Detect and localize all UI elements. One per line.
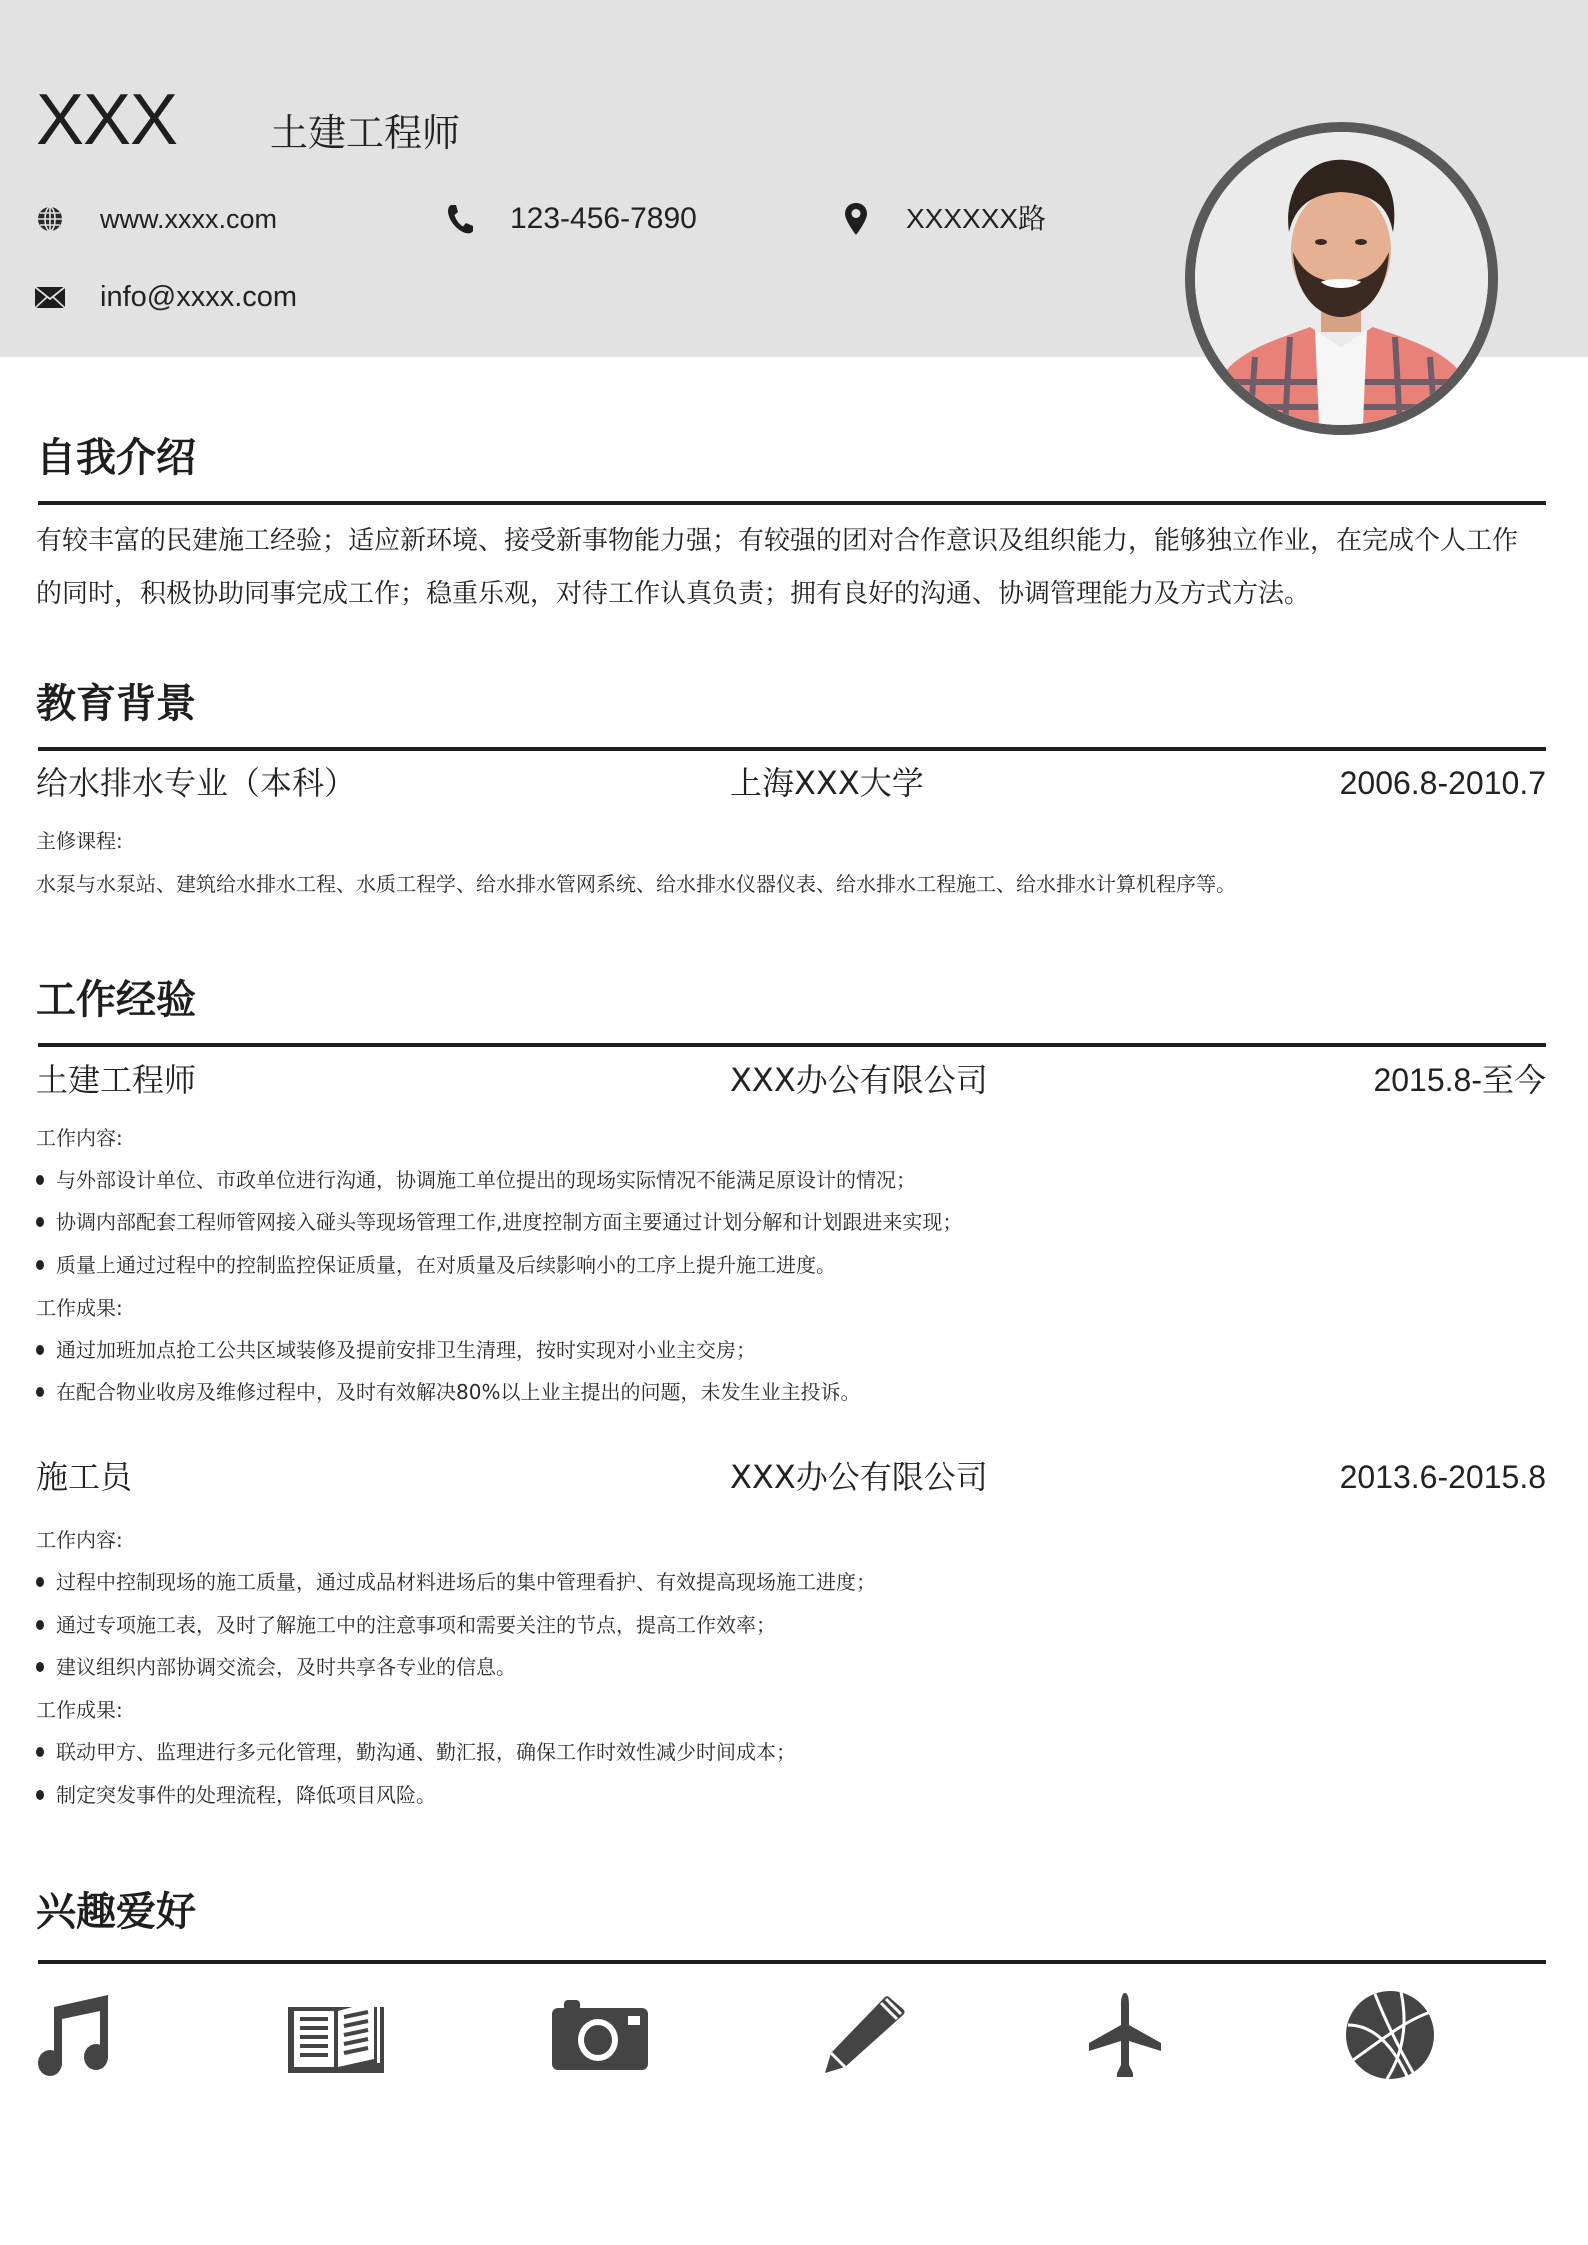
email-text[interactable]: info@xxxx.com bbox=[100, 281, 298, 313]
envelope-icon bbox=[34, 281, 66, 313]
globe-icon bbox=[34, 203, 66, 235]
section-divider bbox=[38, 1960, 1546, 1964]
job-position: 施工员 bbox=[36, 1458, 133, 1496]
bullet-icon bbox=[36, 1662, 44, 1672]
education-school: 上海XXX大学 bbox=[730, 764, 924, 802]
job-content-item: 质量上通过过程中的控制监控保证质量，在对质量及后续影响小的工序上提升施工进度。 bbox=[36, 1251, 836, 1279]
camera-icon bbox=[552, 2000, 648, 2070]
job-result-item: 联动甲方、监理进行多元化管理，勤沟通、勤汇报，确保工作时效性减少时间成本； bbox=[36, 1738, 796, 1766]
job-content-item: 协调内部配套工程师管网接入碰头等现场管理工作,进度控制方面主要通过计划分解和计划跟进来实现； bbox=[36, 1208, 962, 1236]
bullet-icon bbox=[36, 1260, 44, 1270]
hobby-basketball bbox=[1340, 1990, 1440, 2080]
candidate-name: XXX bbox=[36, 80, 178, 160]
bullet-icon bbox=[36, 1387, 44, 1397]
job-result-item: 通过加班加点抢工公共区域装修及提前安排卫生清理，按时实现对小业主交房； bbox=[36, 1336, 756, 1364]
education-major: 给水排水专业（本科） bbox=[36, 764, 357, 802]
intro-paragraph bbox=[36, 515, 1556, 621]
phone-icon bbox=[444, 203, 476, 235]
bullet-icon bbox=[36, 1747, 44, 1757]
courses-label: 主修课程: bbox=[36, 829, 123, 853]
job-content-item: 通过专项施工表，及时了解施工中的注意事项和需要关注的节点，提高工作效率； bbox=[36, 1611, 776, 1639]
section-title-education: 教育背景 bbox=[36, 681, 196, 727]
section-divider bbox=[38, 747, 1546, 751]
open-book-icon bbox=[288, 1997, 384, 2073]
intro-line: 有较丰富的民建施工经验；适应新环境、接受新事物能力强；有较强的团对合作意识及组织能力，能够独立作业，在完成个人工作 bbox=[36, 526, 1519, 556]
job-result-item: 在配合物业收房及维修过程中，及时有效解决80%以上业主提出的问题，未发生业主投诉。 bbox=[36, 1378, 860, 1406]
job-period: 2015.8-至今 bbox=[1373, 1062, 1546, 1098]
hobby-photography bbox=[550, 1990, 650, 2080]
bullet-icon bbox=[36, 1175, 44, 1185]
job-period: 2013.6-2015.8 bbox=[1339, 1459, 1546, 1495]
courses-list: 水泵与水泵站、建筑给水排水工程、水质工程学、给水排水管网系统、给水排水仪器仪表、给水排水工程施工、给水排水计算机程序等。 bbox=[36, 872, 1236, 896]
section-title-intro: 自我介绍 bbox=[36, 435, 196, 481]
basketball-icon bbox=[1345, 1990, 1435, 2080]
bullet-icon bbox=[36, 1577, 44, 1587]
section-title-hobbies: 兴趣爱好 bbox=[36, 1889, 196, 1935]
job-company: XXX办公有限公司 bbox=[730, 1458, 988, 1496]
job-content-item: 过程中控制现场的施工质量，通过成品材料进场后的集中管理看护、有效提高现场施工进度； bbox=[36, 1568, 876, 1596]
job-results-label: 工作成果: bbox=[36, 1698, 123, 1722]
bullet-icon bbox=[36, 1217, 44, 1227]
person-portrait-icon bbox=[1195, 132, 1488, 425]
job-company: XXX办公有限公司 bbox=[730, 1061, 988, 1099]
airplane-icon bbox=[1087, 1993, 1163, 2077]
job-result-item: 制定突发事件的处理流程，降低项目风险。 bbox=[36, 1781, 436, 1809]
job-results-label: 工作成果: bbox=[36, 1296, 123, 1320]
music-note-icon bbox=[36, 1993, 116, 2077]
hobby-music bbox=[26, 1990, 126, 2080]
address-text: XXXXXX路 bbox=[906, 203, 1047, 234]
contact-email bbox=[34, 280, 297, 314]
bullet-icon bbox=[36, 1620, 44, 1630]
job-position: 土建工程师 bbox=[36, 1061, 197, 1099]
section-divider bbox=[38, 501, 1546, 505]
contact-phone bbox=[444, 202, 697, 236]
contact-address bbox=[840, 202, 1046, 236]
profile-photo bbox=[1185, 122, 1498, 435]
section-title-work: 工作经验 bbox=[36, 977, 196, 1023]
job-content-item: 与外部设计单位、市政单位进行沟通，协调施工单位提出的现场实际情况不能满足原设计的情况； bbox=[36, 1166, 916, 1194]
bullet-icon bbox=[36, 1790, 44, 1800]
phone-text[interactable]: 123-456-7890 bbox=[510, 202, 697, 235]
target-position: 土建工程师 bbox=[270, 111, 461, 155]
pencil-icon bbox=[823, 1995, 907, 2075]
education-period: 2006.8-2010.7 bbox=[1339, 765, 1546, 801]
hobby-reading bbox=[286, 1990, 386, 2080]
website-text[interactable]: www.xxxx.com bbox=[100, 204, 278, 234]
section-divider bbox=[38, 1043, 1546, 1047]
job-content-item: 建议组织内部协调交流会，及时共享各专业的信息。 bbox=[36, 1653, 516, 1681]
hobby-travel bbox=[1075, 1990, 1175, 2080]
contact-website bbox=[34, 202, 277, 236]
job-content-label: 工作内容: bbox=[36, 1528, 123, 1552]
job-content-label: 工作内容: bbox=[36, 1126, 123, 1150]
bullet-icon bbox=[36, 1345, 44, 1355]
intro-line: 的同时，积极协助同事完成工作；稳重乐观，对待工作认真负责；拥有良好的沟通、协调管理能力及方式方法。 bbox=[36, 579, 1311, 609]
location-pin-icon bbox=[840, 203, 872, 235]
hobby-drawing bbox=[815, 1990, 915, 2080]
